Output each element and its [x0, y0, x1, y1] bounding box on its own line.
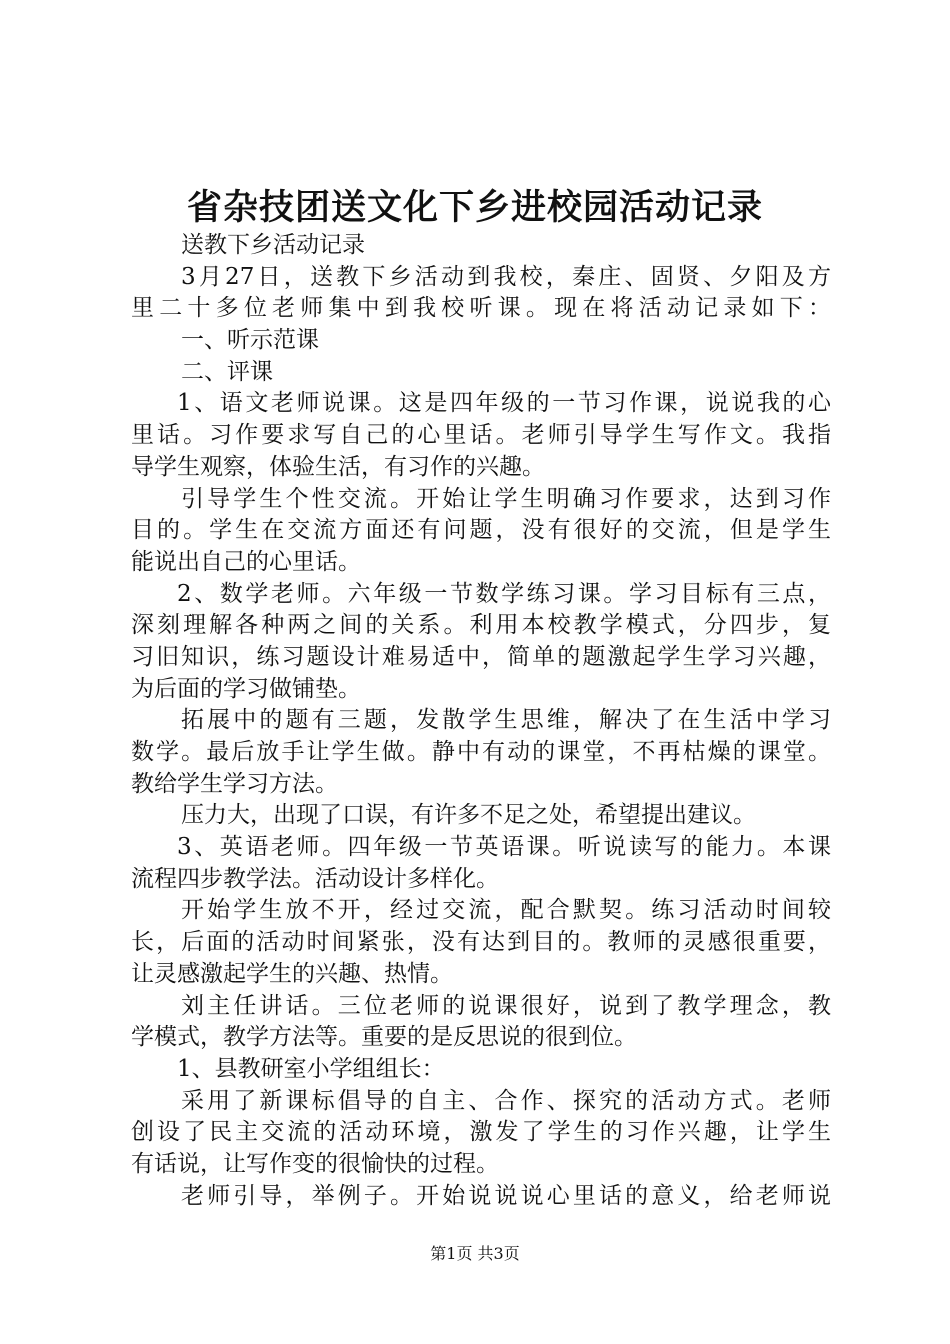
text-line: 开始学生放不开，经过交流，配合默契。练习活动时间较: [181, 897, 831, 924]
text-line: 让灵感激起学生的兴趣、热情。: [131, 960, 453, 987]
text-line: 数学。最后放手让学生做。静中有动的课堂，不再枯燥的课堂。: [131, 739, 831, 765]
text-line: 刘主任讲话。三位老师的说课很好，说到了教学理念，教: [181, 992, 831, 1019]
text-line: 老师引导，举例子。开始说说说心里话的意义，给老师说: [181, 1182, 831, 1209]
text-line: 习旧知识，练习题设计难易适中，简单的题激起学生学习兴趣，: [131, 643, 831, 670]
text-line: 里二十多位老师集中到我校听课。现在将活动记录如下：: [131, 295, 831, 322]
text-line: 一、听示范课: [181, 327, 319, 354]
text-line: 压力大，出现了口误，有许多不足之处，希望提出建议。: [181, 802, 756, 829]
text-line: 采用了新课标倡导的自主、合作、探究的活动方式。老师: [181, 1087, 831, 1114]
text-line: 1、语文老师说课。这是四年级的一节习作课，说说我的心: [177, 390, 831, 417]
text-line: 创设了民主交流的活动环境，激发了学生的习作兴趣，让学生: [131, 1119, 831, 1146]
text-line: 3、英语老师。四年级一节英语课。听说读写的能力。本课: [177, 834, 831, 861]
text-line: 3月27日，送教下乡活动到我校，秦庄、固贤、夕阳及方: [181, 263, 831, 290]
text-line: 2、数学老师。六年级一节数学练习课。学习目标有三点，: [177, 580, 831, 607]
text-line: 长，后面的活动时间紧张，没有达到目的。教师的灵感很重要，: [131, 929, 831, 956]
text-line: 教给学生学习方法。: [131, 770, 338, 797]
page-footer: 第1页 共3页: [430, 1244, 520, 1263]
text-line: 有话说，让写作变的很愉快的过程。: [131, 1150, 499, 1177]
text-line: 为后面的学习做铺垫。: [131, 675, 361, 702]
text-line: 引导学生个性交流。开始让学生明确习作要求，达到习作: [181, 485, 831, 512]
document-title: 省杂技团送文化下乡进校园活动记录: [186, 188, 763, 228]
text-line: 深刻理解各种两之间的关系。利用本校教学模式，分四步，复: [131, 612, 831, 639]
text-line: 送教下乡活动记录: [181, 232, 365, 258]
text-line: 1、县教研室小学组组长：: [177, 1055, 445, 1082]
text-line: 能说出自己的心里话。: [131, 548, 361, 575]
text-line: 目的。学生在交流方面还有问题，没有很好的交流，但是学生: [131, 517, 831, 544]
text-line: 里话。习作要求写自己的心里话。老师引导学生写作文。我指: [131, 422, 831, 449]
text-line: 学模式，教学方法等。重要的是反思说的很到位。: [131, 1024, 637, 1051]
text-line: 二、评课: [181, 358, 273, 385]
text-line: 拓展中的题有三题，发散学生思维，解决了在生活中学习: [181, 707, 831, 734]
text-line: 导学生观察，体验生活，有习作的兴趣。: [131, 453, 545, 480]
document-body: [131, 230, 831, 1212]
text-line: 流程四步教学法。活动设计多样化。: [131, 865, 499, 892]
